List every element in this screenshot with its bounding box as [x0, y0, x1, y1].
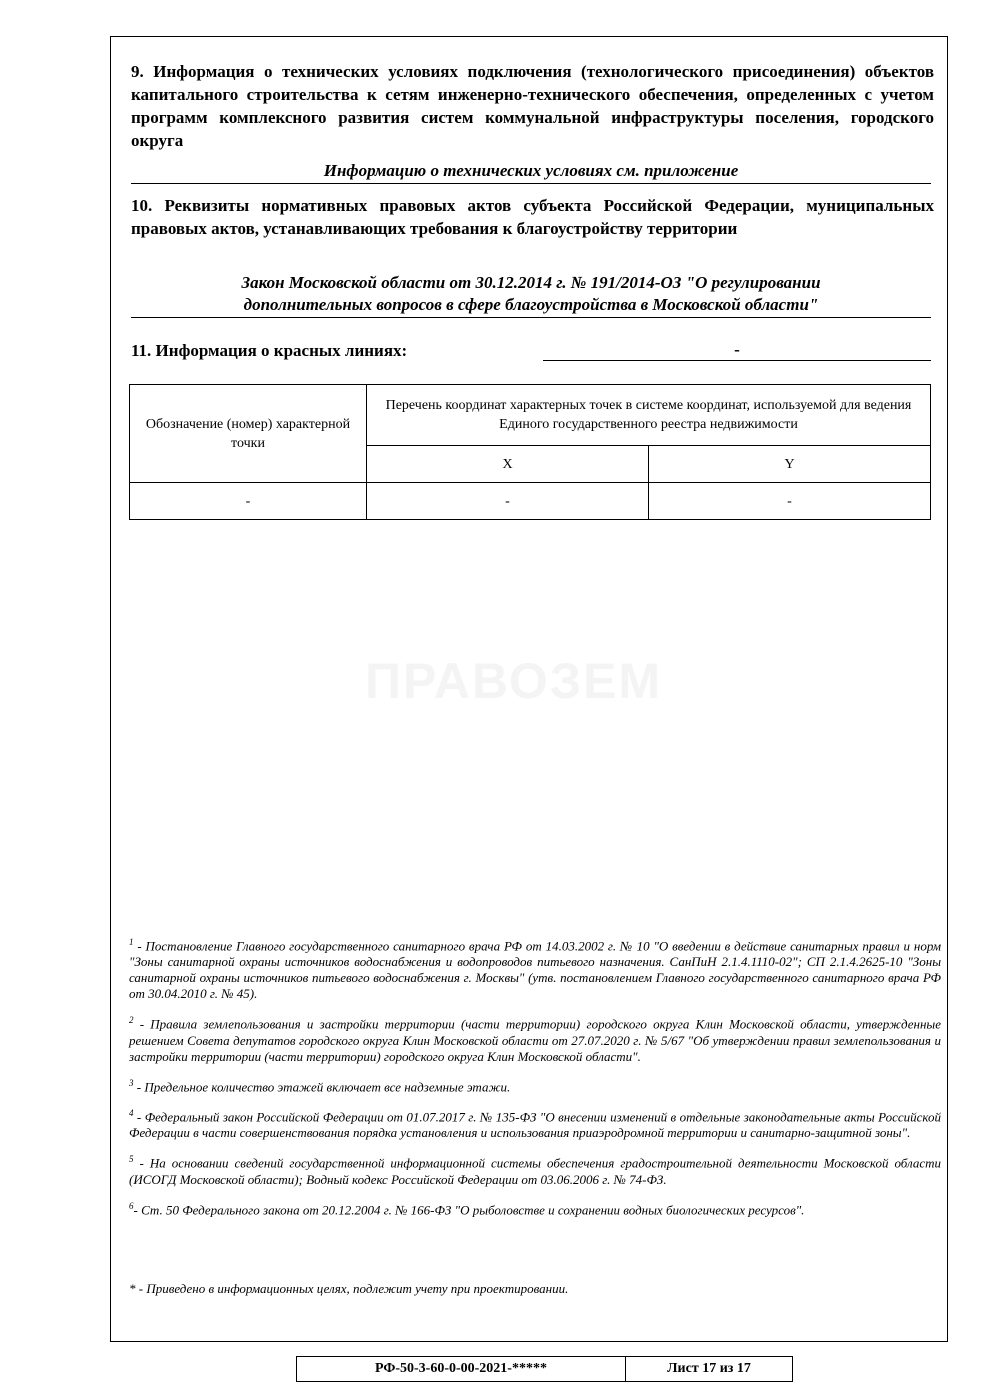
footnote-text: - На основании сведений государственной информационной системы обеспечения градостроительной деятельности Московской области (ИСОГД Московской области); Водный кодекс Российской Федерации от 03.06.2006 г. № 74-ФЗ. [129, 1155, 941, 1187]
footnote-number: 6 [129, 1200, 134, 1211]
section-9-answer: Информацию о технических условиях см. приложение [131, 160, 931, 184]
footnote-number: 3 [129, 1077, 134, 1088]
footnote-text: - Ст. 50 Федерального закона от 20.12.2004 г. № 166-ФЗ "О рыболовстве и сохранении водных биологических ресурсов". [133, 1201, 805, 1217]
informational-note: * - Приведено в информационных целях, подлежит учету при проектировании. [129, 1281, 569, 1296]
section-11-value: - [543, 340, 931, 361]
section-10-answer-line-1: Закон Московской области от 30.12.2014 г. № 191/2014-ОЗ "О регулировании [241, 273, 821, 292]
section-10-answer [131, 272, 931, 318]
red-lines-coordinates-table [129, 384, 931, 520]
footnote-4 [129, 1105, 941, 1141]
footnote-2 [129, 1012, 941, 1064]
footnote-text: - Правила землепользования и застройки территории (части территории) городского округа Клин Московской области, утвержденные решением Совета депутатов городского округа Клин Московской области от 27.07.2020 г. № 5/67 "Об утверждении правил землепользования и застройки территории (части территории) городского округа Клин Московской области". [129, 1016, 941, 1064]
table-cell-x: - [367, 483, 649, 520]
footnote-number: 4 [129, 1107, 134, 1118]
footnote-6 [129, 1198, 941, 1218]
sheet-number: Лист 17 из 17 [667, 1361, 751, 1376]
footnote-number: 1 [129, 937, 134, 947]
document-code: РФ-50-3-60-0-00-2021-***** [297, 1357, 626, 1381]
coordinates-list-header: Перечень координат характерных точек в системе координат, используемой для ведения Единого государственного реестра недвижимости [367, 385, 931, 446]
footnote-text: - Постановление Главного государственного санитарного врача РФ от 14.03.2002 г. № 10 "О введении в действие санитарных правил и норм "Зоны санитарной охраны источников водоснабжения и водопроводов питьевого назначения. СанПиН 2.1.4.1110-02"; СП 2.1.4.2625-10 "Зоны санитарной охраны источников питьевого водоснабжения г. Москвы" (утв. постановлением Главного государственного санитарного врача РФ от 30.04.2010 г. № 45). [129, 938, 941, 1002]
section-10-heading: 10. Реквизиты нормативных правовых актов субъекта Российской Федерации, муниципальных правовых актов, устанавливающих требования к благоустройству территории [131, 196, 934, 238]
title-block-stamp [296, 1356, 793, 1382]
x-header: X [367, 446, 649, 483]
table-cell-y: - [649, 483, 931, 520]
footnote-number: 5 [129, 1154, 134, 1165]
table-cell-point: - [130, 483, 367, 520]
point-designation-header: Обозначение (номер) характерной точки [130, 385, 367, 483]
section-11-heading: 11. Информация о красных линиях: [131, 341, 408, 360]
watermark: ПРАВОЗЕМ [365, 653, 663, 709]
y-header: Y [649, 446, 931, 483]
table-row [130, 483, 931, 520]
footnote-1 [129, 934, 941, 1002]
footnote-5 [129, 1151, 941, 1187]
footnote-3 [129, 1075, 941, 1095]
footnote-text: - Предельное количество этажей включает все надземные этажи. [133, 1078, 511, 1094]
section-9-heading: 9. Информация о технических условиях подключения (технологического присоединения) объектов капитального строительства к сетям инженерно-технического обеспечения, определенных с учетом программ комплексного развития систем коммунальной инфраструктуры поселения, городского округа [131, 62, 934, 150]
footnote-number: 2 [129, 1015, 134, 1026]
footnote-text: - Федеральный закон Российской Федерации от 01.07.2017 г. № 135-ФЗ "О внесении изменений в отдельные законодательные акты Российской Федерации в части совершенствования порядка установления и использования приаэродромной территории и санитарно-защитной зоны". [129, 1109, 941, 1141]
section-10-answer-line-2: дополнительных вопросов в сфере благоустройства в Московской области" [243, 295, 819, 314]
footnotes [129, 934, 941, 1228]
